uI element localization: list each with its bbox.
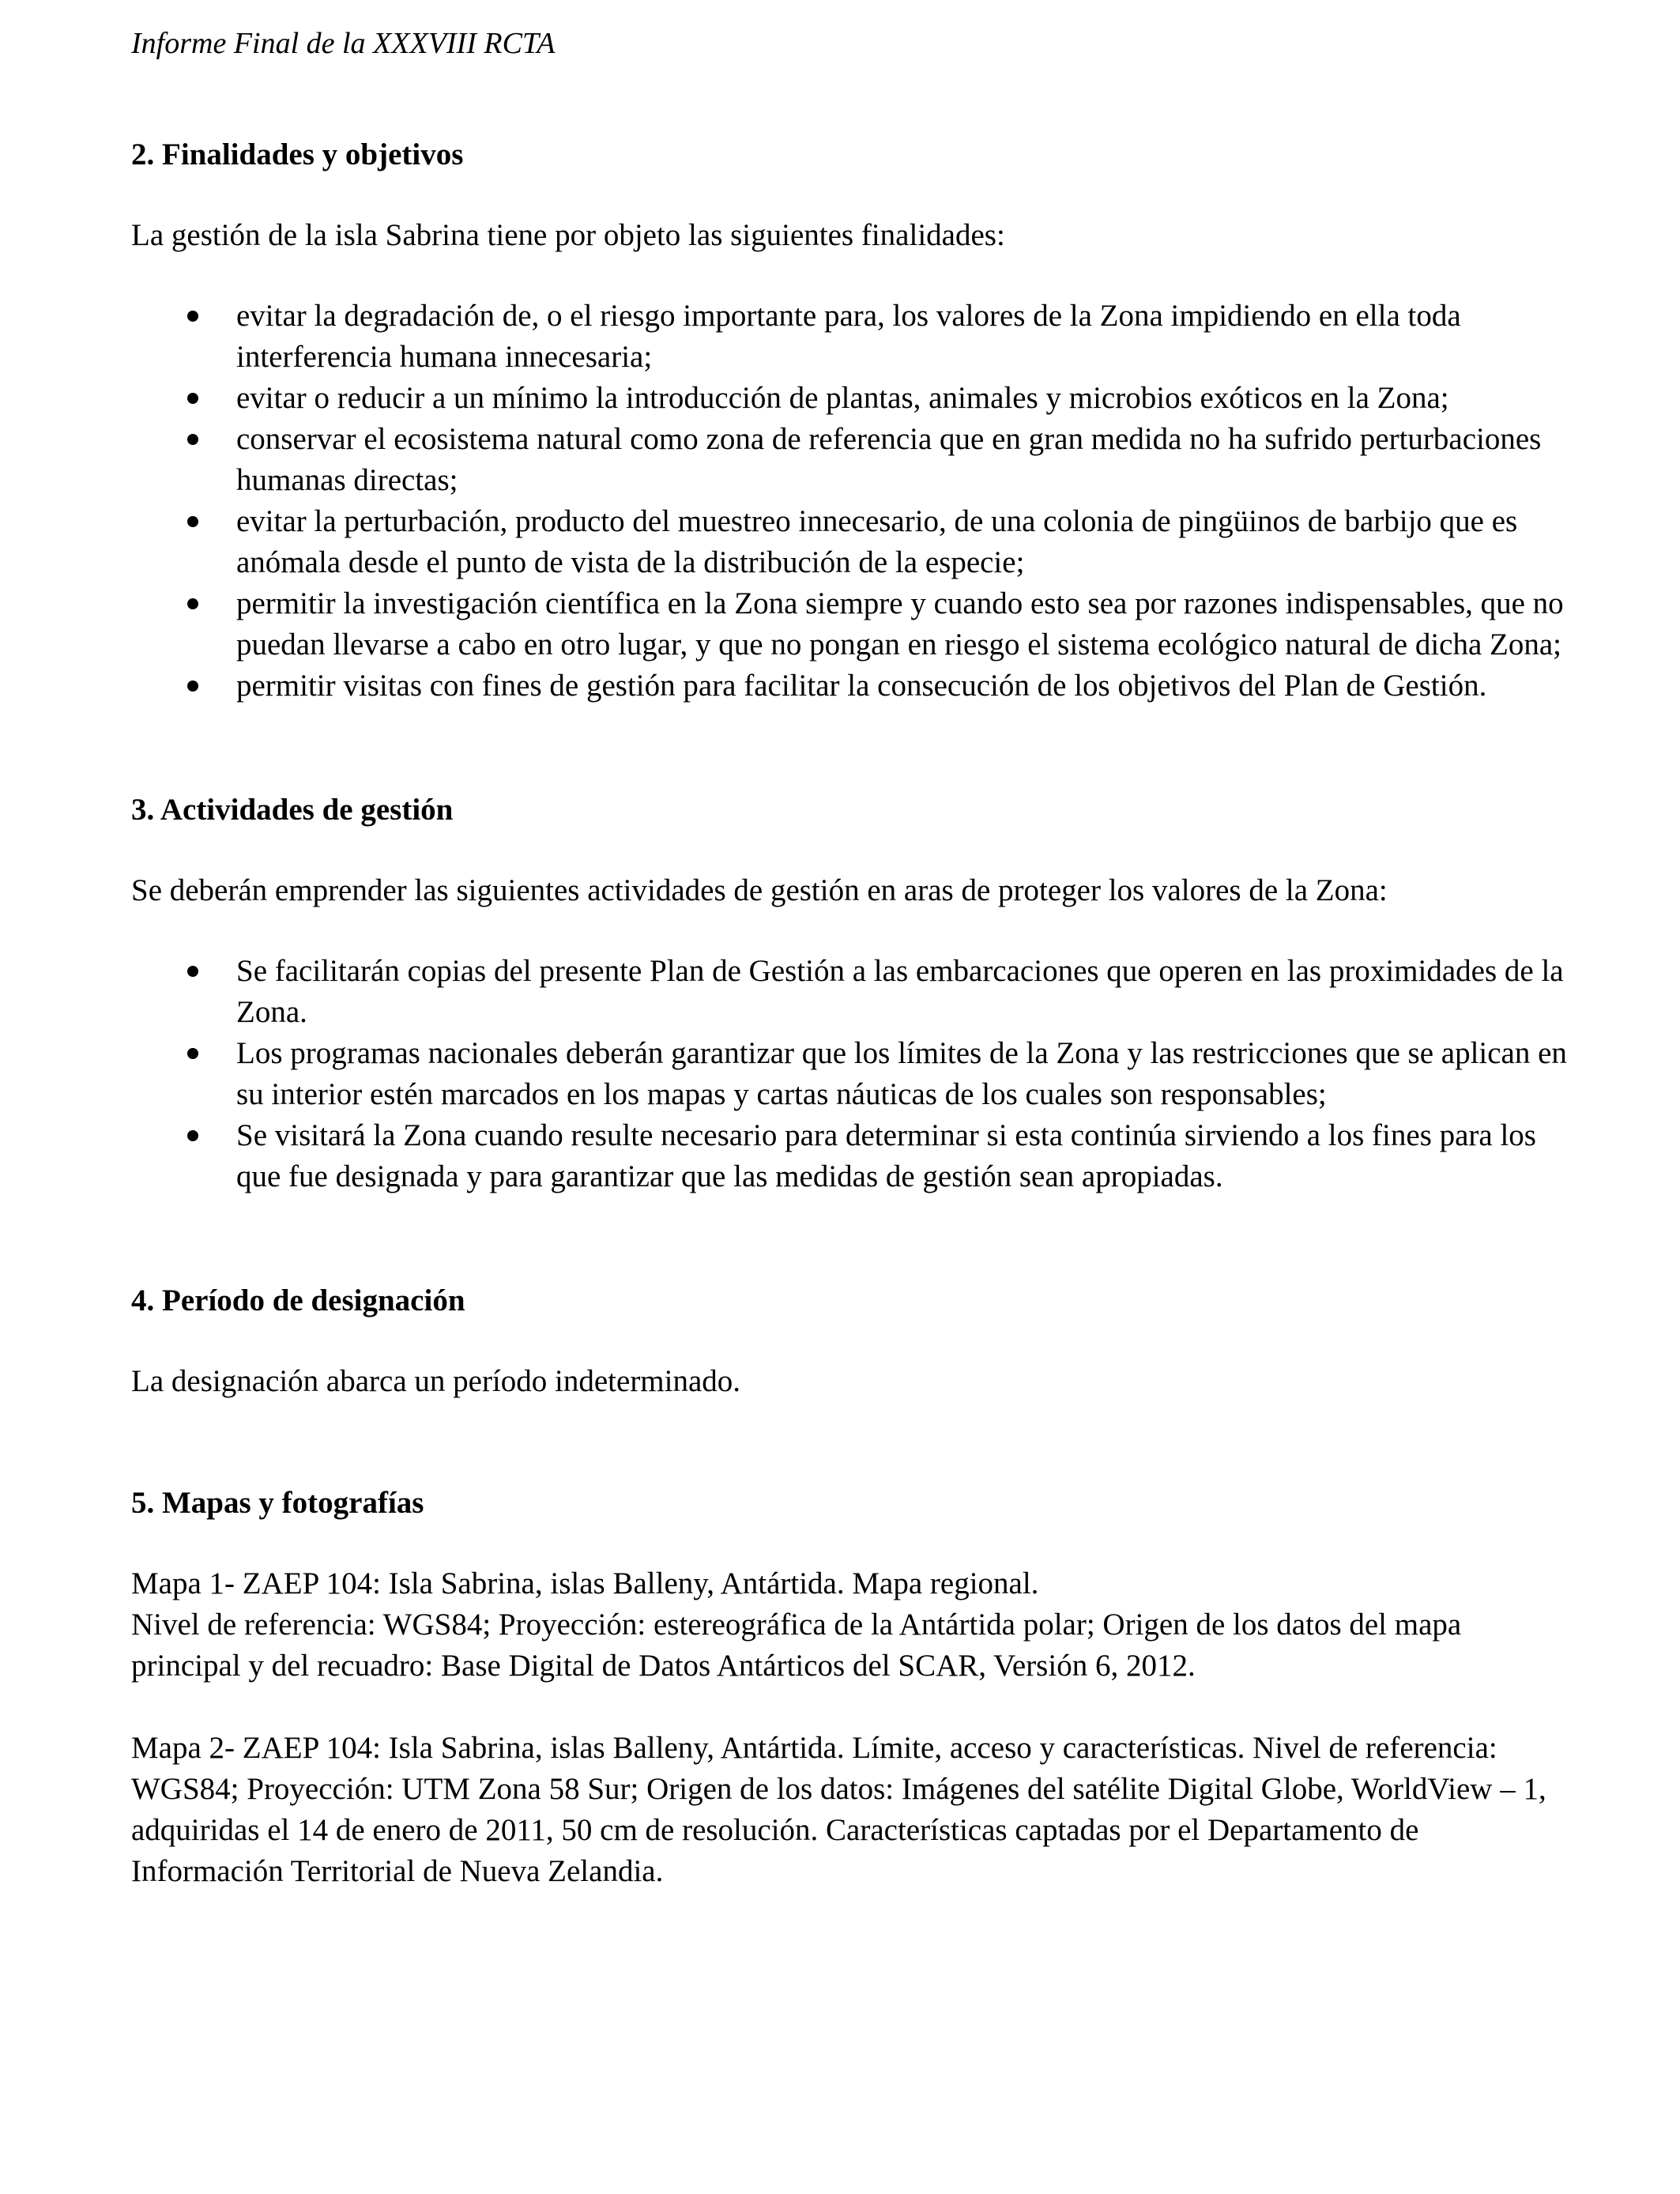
section-3-list [131, 951, 1569, 1197]
bullet-icon [187, 598, 198, 609]
list-item-text: permitir la investigación científica en la Zona siempre y cuando esto sea por razones indispensables, que no puedan llevarse a cabo en otro lugar, y que no pongan en riesgo el sistema ecológico natural de dicha Zona; [236, 586, 1564, 662]
list-item-text: Se visitará la Zona cuando resulte necesario para determinar si esta continúa sirviendo a los fines para los que fue designada y para garantizar que las medidas de gestión sean apropiadas. [236, 1118, 1536, 1193]
document-body [131, 134, 1569, 1892]
section-3-intro: Se deberán emprender las siguientes actividades de gestión en aras de proteger los valores de la Zona: [131, 873, 1388, 907]
map-1-block [131, 1563, 1569, 1687]
bullet-icon [187, 1048, 198, 1059]
section-2-list [131, 296, 1569, 707]
map-1-title: Mapa 1- ZAEP 104: Isla Sabrina, islas Balleny, Antártida. Mapa regional. [131, 1566, 1039, 1600]
map-2-text: Mapa 2- ZAEP 104: Isla Sabrina, islas Balleny, Antártida. Límite, acceso y características. Nivel de referencia: WGS84; Proyección: UTM Zona 58 Sur; Origen de los datos: Imágenes del satélite Digital Globe, WorldView – 1, adquiridas el 14 de enero de 2011, 50 cm de resolución. Características captadas por el Departamento de Información Territorial de Nueva Zelandia. [131, 1731, 1546, 1888]
list-item-text: evitar la perturbación, producto del muestreo innecesario, de una colonia de pingüinos de barbijo que es anómala desde el punto de vista de la distribución de la especie; [236, 504, 1518, 579]
map-1-details: Nivel de referencia: WGS84; Proyección: estereográfica de la Antártida polar; Origen de los datos del mapa principal y del recuadro: Base Digital de Datos Antárticos del SCAR, Versión 6, 2012. [131, 1608, 1462, 1683]
list-item [131, 951, 1569, 1033]
section-4-heading: 4. Período de designación [131, 1284, 465, 1318]
running-header: Informe Final de la XXXVIII RCTA [131, 27, 556, 60]
list-item [131, 1115, 1569, 1197]
section-2-heading: 2. Finalidades y objetivos [131, 138, 464, 172]
bullet-icon [187, 434, 198, 445]
list-item [131, 296, 1569, 378]
bullet-icon [187, 311, 198, 322]
list-item [131, 501, 1569, 583]
bullet-icon [187, 393, 198, 404]
list-item-text: Los programas nacionales deberán garantizar que los límites de la Zona y las restricciones que se aplican en su interior estén marcados en los mapas y cartas náuticas de los cuales son responsables; [236, 1036, 1567, 1111]
list-item [131, 419, 1569, 501]
bullet-icon [187, 966, 198, 977]
list-item-text: conservar el ecosistema natural como zona de referencia que en gran medida no ha sufrido perturbaciones humanas directas; [236, 422, 1542, 497]
section-2-intro: La gestión de la isla Sabrina tiene por objeto las siguientes finalidades: [131, 218, 1005, 252]
list-item-text: evitar la degradación de, o el riesgo importante para, los valores de la Zona impidiendo en ella toda interferencia humana innecesaria; [236, 299, 1461, 374]
bullet-icon [187, 516, 198, 527]
list-item [131, 1033, 1569, 1115]
list-item [131, 378, 1569, 419]
list-item-text: Se facilitarán copias del presente Plan de Gestión a las embarcaciones que operen en las proximidades de la Zona. [236, 954, 1564, 1029]
list-item [131, 665, 1569, 707]
bullet-icon [187, 680, 198, 692]
bullet-icon [187, 1130, 198, 1141]
list-item-text: permitir visitas con fines de gestión para facilitar la consecución de los objetivos del Plan de Gestión. [236, 669, 1487, 703]
section-4-text: La designación abarca un período indeterminado. [131, 1364, 741, 1398]
section-3-heading: 3. Actividades de gestión [131, 793, 454, 827]
list-item [131, 583, 1569, 665]
list-item-text: evitar o reducir a un mínimo la introducción de plantas, animales y microbios exóticos en la Zona; [236, 381, 1449, 415]
section-5-heading: 5. Mapas y fotografías [131, 1486, 424, 1520]
